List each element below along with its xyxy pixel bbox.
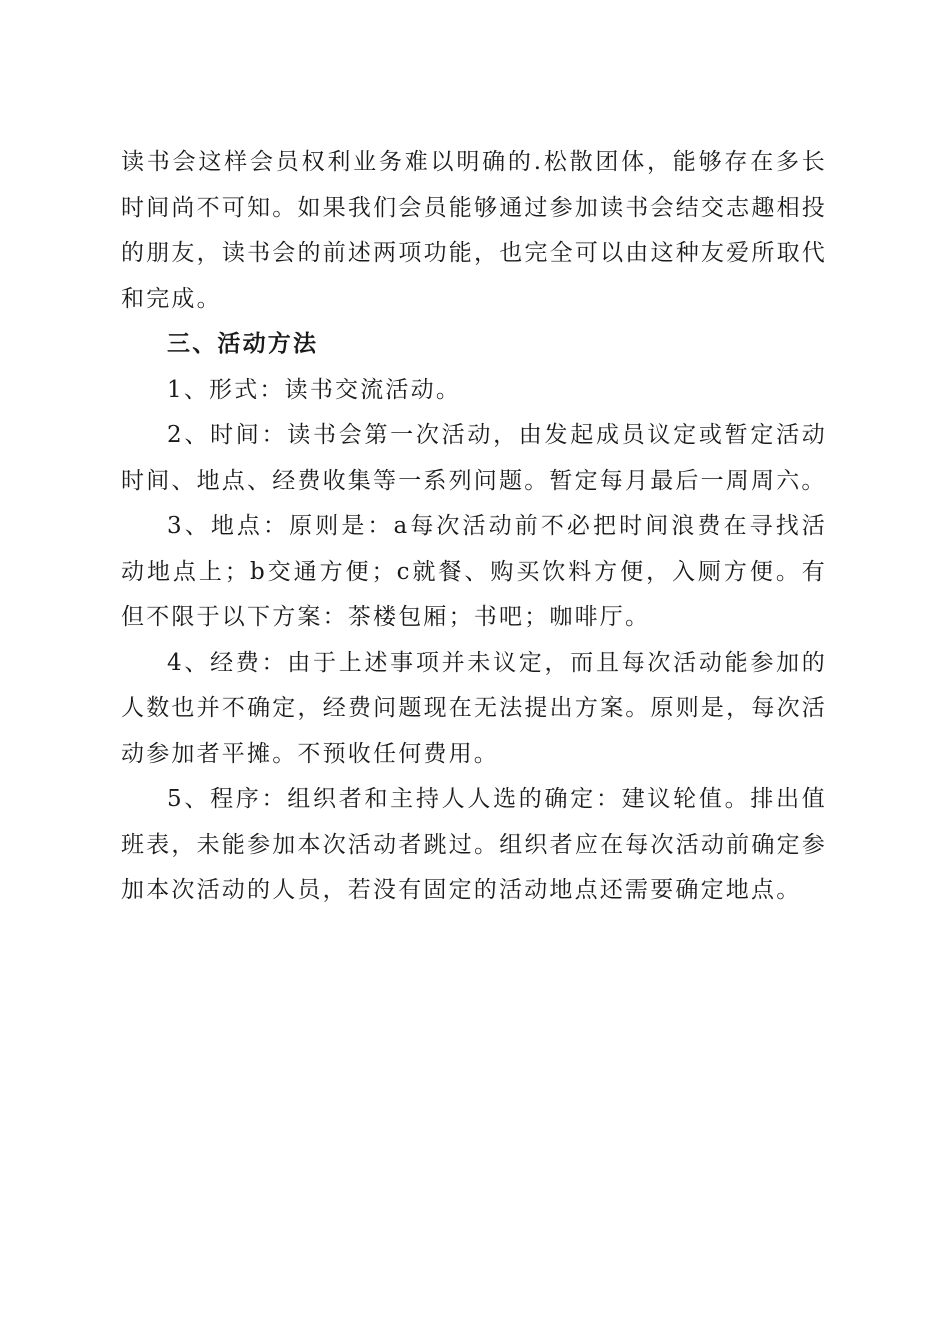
intro-paragraph: 读书会这样会员权利业务难以明确的.松散团体，能够存在多长时间尚不可知。如果我们会员能够通过参加读书会结交志趣相投的朋友，读书会的前述两项功能，也完全可以由这种友爱所取代和完成。: [121, 149, 827, 312]
item-location: 3、地点：原则是：a每次活动前不必把时间浪费在寻找活动地点上；b交通方便；c就餐、购买饮料方便，入厕方便。有但不限于以下方案：茶楼包厢；书吧；咖啡厅。: [121, 513, 827, 630]
item-form: 1、形式：读书交流活动。: [167, 376, 462, 403]
item-procedure: 5、程序：组织者和主持人人选的确定：建议轮值。排出值班表，未能参加本次活动者跳过。组织者应在每次活动前确定参加本次活动的人员，若没有固定的活动地点还需要确定地点。: [121, 786, 827, 903]
item-funding: 4、经费：由于上述事项并未议定，而且每次活动能参加的人数也并不确定，经费问题现在无法提出方案。原则是，每次活动参加者平摊。不预收任何费用。: [121, 649, 827, 767]
item-time: 2、时间：读书会第一次活动，由发起成员议定或暂定活动时间、地点、经费收集等一系列问题。暂定每月最后一周周六。: [121, 422, 827, 494]
document-body: [121, 140, 827, 914]
section-heading: 三、活动方法: [167, 331, 319, 357]
